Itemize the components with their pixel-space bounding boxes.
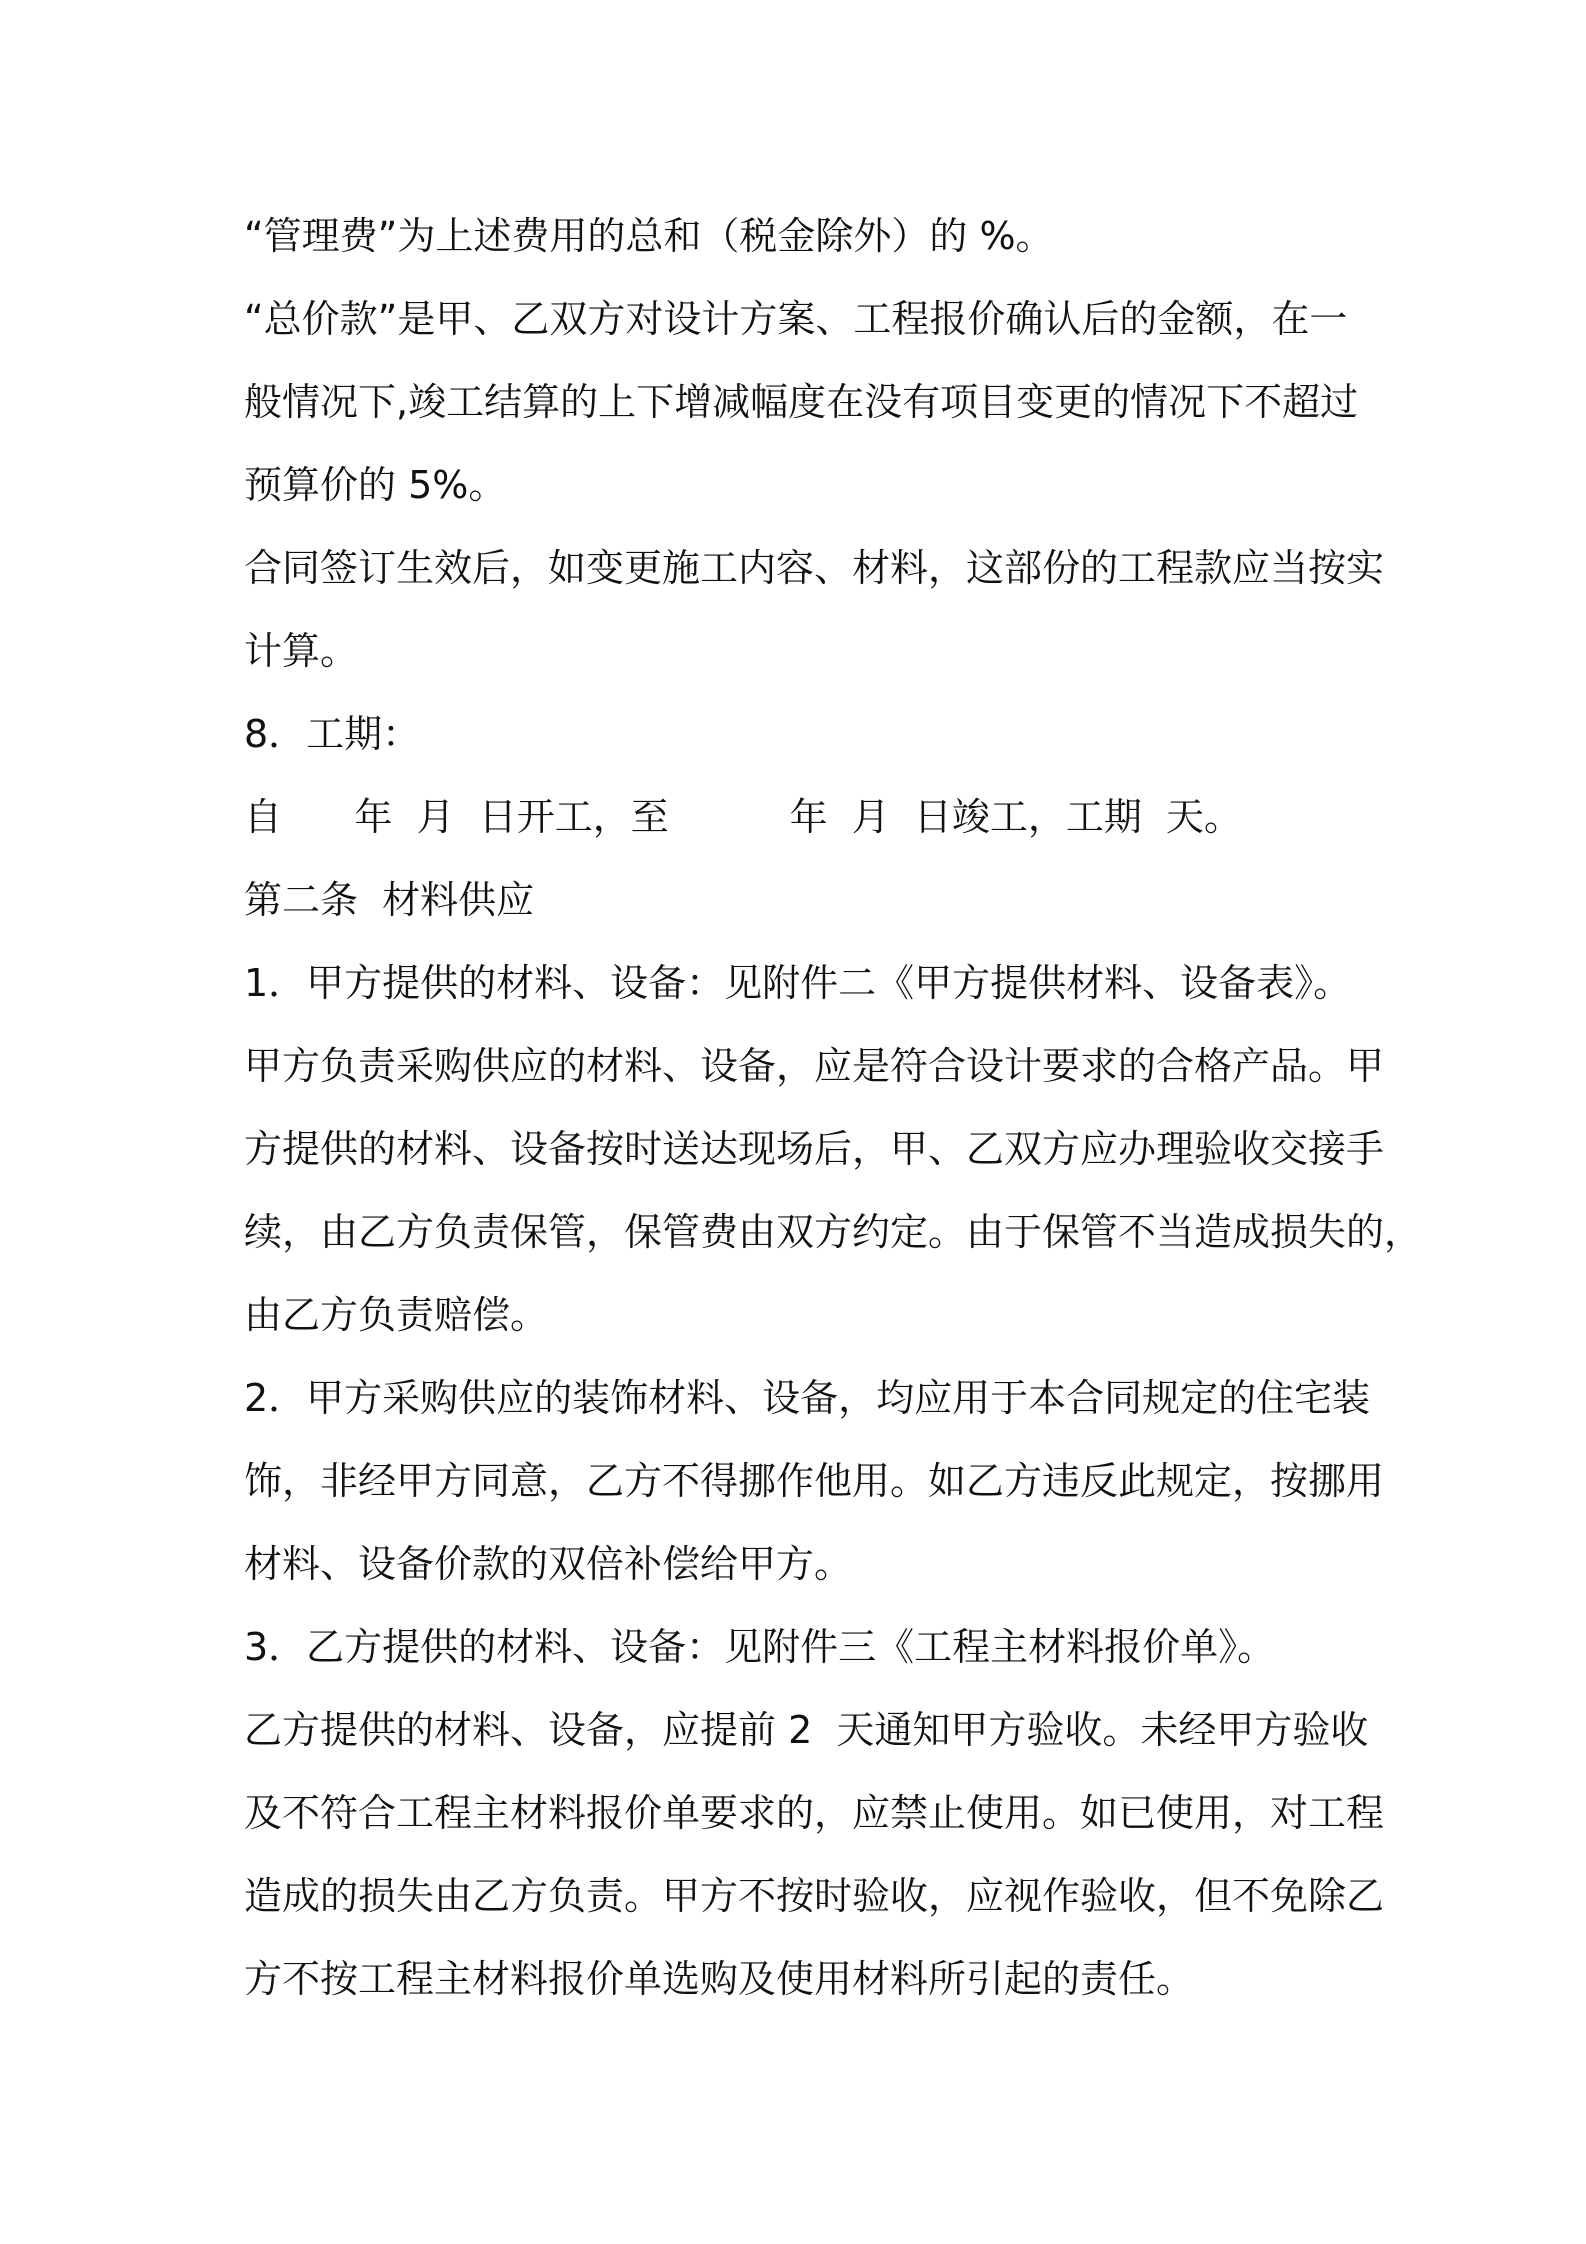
text-line-double-compensation: 材料、设备价款的双倍补偿给甲方。 — [244, 1542, 853, 1586]
text-line-material-liability: 方不按工程主材料报价单选购及使用材料所引起的责任。 — [244, 1957, 1195, 2001]
text-line-budget-percent: 预算价的 5%。 — [244, 463, 507, 507]
text-line-schedule-heading: 8．工期： — [244, 712, 421, 756]
text-line-loss-responsibility: 造成的损失由乙方负责。甲方不按时验收，应视作验收，但不免除乙 — [244, 1874, 1385, 1918]
text-line-usage-prohibited: 及不符合工程主材料报价单要求的，应禁止使用。如已使用，对工程 — [244, 1791, 1385, 1835]
text-line-management-fee: “管理费”为上述费用的总和（税金除外）的 %。 — [244, 214, 1054, 258]
text-line-storage: 续，由乙方负责保管，保管费由双方约定。由于保管不当造成损失的， — [244, 1210, 1423, 1254]
section-heading-material-supply: 第二条 材料供应 — [244, 878, 535, 922]
text-line-delivery-acceptance: 方提供的材料、设备按时送达现场后，甲、乙双方应办理验收交接手 — [244, 1127, 1385, 1171]
text-line-schedule-dates: 自 年 月 日开工，至 年 月 日竣工，工期 天。 — [244, 795, 1243, 839]
text-line-decoration-materials: 2．甲方采购供应的装饰材料、设备，均应用于本合同规定的住宅装 — [244, 1376, 1371, 1420]
text-line-settlement-range: 般情况下,竣工结算的上下增减幅度在没有项目变更的情况下不超过 — [244, 380, 1359, 424]
text-line-party-a-materials: 1．甲方提供的材料、设备：见附件二《甲方提供材料、设备表》。 — [244, 961, 1352, 1005]
text-line-advance-notice: 乙方提供的材料、设备，应提前 2 天通知甲方验收。未经甲方验收 — [244, 1708, 1369, 1752]
text-line-compensation: 由乙方负责赔偿。 — [244, 1293, 549, 1337]
text-line-total-price: “总价款”是甲、乙双方对设计方案、工程报价确认后的金额，在一 — [244, 297, 1348, 341]
text-line-misuse-rule: 饰，非经甲方同意，乙方不得挪作他用。如乙方违反此规定，按挪用 — [244, 1459, 1385, 1503]
text-line-contract-change: 合同签订生效后，如变更施工内容、材料，这部份的工程款应当按实 — [244, 546, 1385, 590]
document-body — [244, 195, 1423, 2021]
text-line-party-a-procurement: 甲方负责采购供应的材料、设备，应是符合设计要求的合格产品。甲 — [244, 1044, 1385, 1088]
text-line-calculation: 计算。 — [244, 629, 359, 673]
text-line-party-b-materials: 3．乙方提供的材料、设备：见附件三《工程主材料报价单》。 — [244, 1625, 1276, 1669]
